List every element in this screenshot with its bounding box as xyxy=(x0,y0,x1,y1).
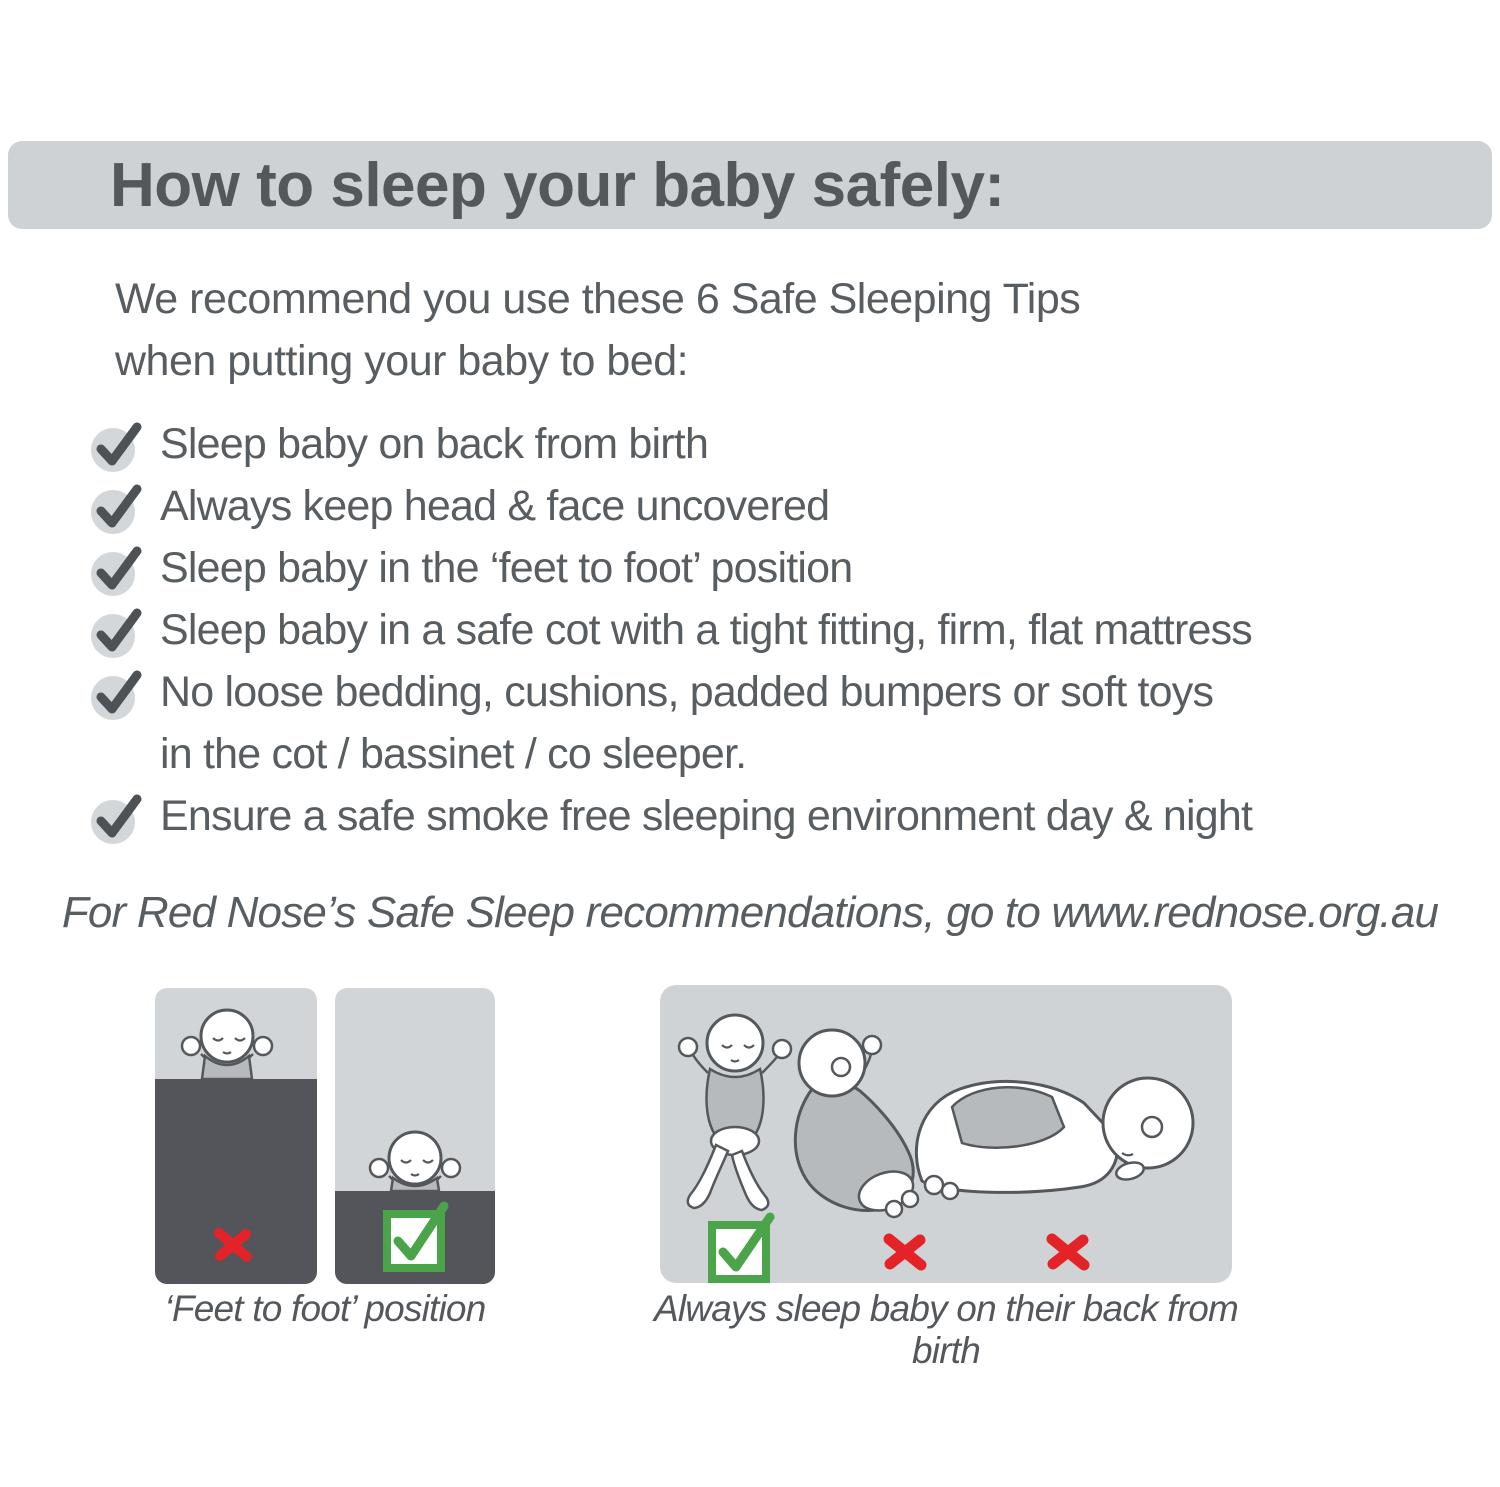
checkmark-icon xyxy=(88,668,146,722)
checklist-item xyxy=(88,538,1252,600)
checklist-item-text-continuation: in the cot / bassinet / co sleeper. xyxy=(160,730,747,778)
feet-to-foot-caption: ‘Feet to foot’ position xyxy=(164,1288,486,1329)
checklist-item-text: Ensure a safe smoke free sleeping environment day & night xyxy=(160,792,1253,840)
checkmark-icon xyxy=(88,792,146,846)
checkbox-icon xyxy=(387,1206,444,1268)
checkmark-icon xyxy=(88,544,146,598)
checkmark-icon xyxy=(88,606,146,660)
cot-wrong-illustration xyxy=(155,988,317,1284)
checklist-item-text: Sleep baby in the ‘feet to foot’ position xyxy=(160,544,853,592)
page-title: How to sleep your baby safely: xyxy=(110,150,1005,220)
safe-sleeping-checklist xyxy=(88,414,1252,848)
header-bar xyxy=(8,141,1492,229)
checklist-item xyxy=(88,600,1252,662)
checklist-item xyxy=(88,476,1252,538)
checklist-item xyxy=(88,662,1252,724)
intro-text xyxy=(115,268,1080,392)
checklist-item-text: Sleep baby on back from birth xyxy=(160,420,709,468)
recommendation-text: For Red Nose’s Safe Sleep recommendations, go to xyxy=(61,888,1052,937)
checklist-item-text: Sleep baby in a safe cot with a tight fitting, firm, flat mattress xyxy=(160,606,1252,654)
recommendation-line xyxy=(0,888,1500,938)
back-sleeping-caption: Always sleep baby on their back from birth xyxy=(653,1288,1239,1371)
intro-line-1: We recommend you use these 6 Safe Sleeping Tips xyxy=(115,275,1081,323)
cot-correct-illustration xyxy=(335,988,495,1284)
checkmark-icon xyxy=(88,482,146,536)
sleep-positions-illustration xyxy=(660,985,1232,1283)
checkmark-icon xyxy=(88,420,146,474)
checkbox-icon xyxy=(712,1217,770,1279)
checklist-item xyxy=(88,414,1252,476)
checklist-item xyxy=(88,786,1252,848)
checklist-item-text: No loose bedding, cushions, padded bumpers or soft toys xyxy=(160,668,1214,716)
intro-line-2: when putting your baby to bed: xyxy=(115,337,689,385)
checklist-item-text: Always keep head & face uncovered xyxy=(160,482,830,530)
website-url: www.rednose.org.au xyxy=(1051,888,1439,937)
